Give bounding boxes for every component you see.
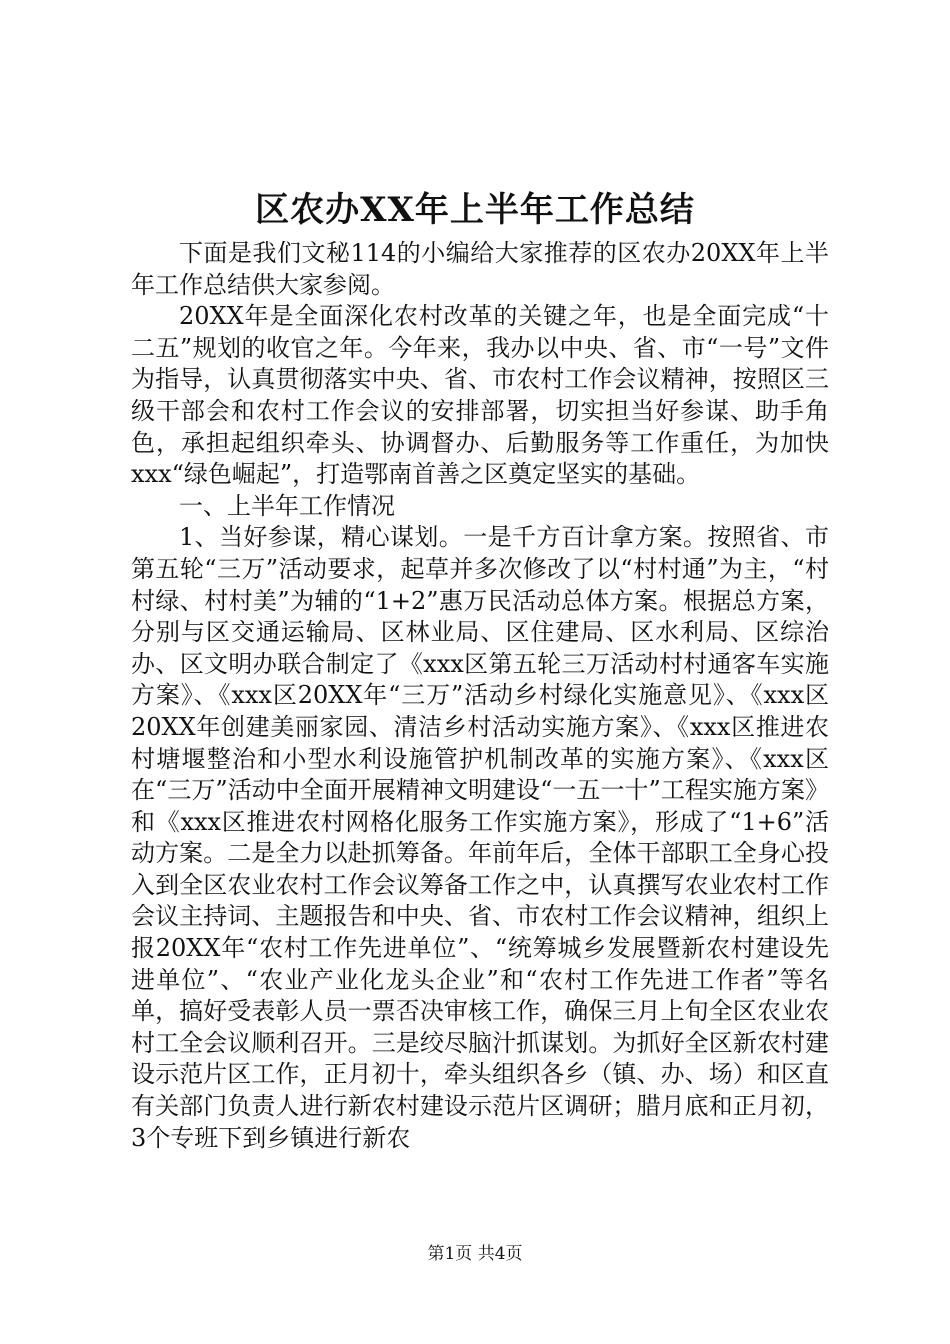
page-number-footer: 第1页 共4页 bbox=[427, 1244, 523, 1264]
paragraph-overview: 20XX年是全面深化农村改革的关键之年，也是全面完成“十二五”规划的收官之年。今年来，我办以中央、省、市“一号”文件为指导，认真贯彻落实中央、省、市农村工作会议精神，按照区三级干部会和农村工作会议的安排部署，切实担当好参谋、助手角色，承担起组织牵头、协调督办、后勤服务等工作重任，为加快xxx“绿色崛起”，打造鄂南首善之区奠定坚实的基础。 bbox=[131, 302, 829, 489]
paragraph-intro: 下面是我们文秘114的小编给大家推荐的区农办20XX年上半年工作总结供大家参阅。 bbox=[131, 239, 829, 299]
paragraph-item-1: 1、当好参谋，精心谋划。一是千方百计拿方案。按照省、市第五轮“三万”活动要求，起草并多次修改了以“村村通”为主，“村村绿、村村美”为辅的“1+2”惠万民活动总体方案。根据总方案，分别与区交通运输局、区林业局、区住建局、区水利局、区综治办、区文明办联合制定了《xxx区第五轮三万活动村村通客车实施方案》、《xxx区20XX年“三万”活动乡村绿化实施意见》、《xxx区20XX年创建美丽家园、清洁乡村活动实施方案》、《xxx区推进农村塘堰整治和小型水利设施管护机制改革的实施方案》、《xxx区在“三万”活动中全面开展精神文明建设“一五一十”工程实施方案》和《xxx区推进农村网格化服务工作实施方案》，形成了“1+6”活动方案。二是全力以赴抓筹备。年前年后，全体干部职工全身心投入到全区农业农村工作会议筹备工作之中，认真撰写农业农村工作会议主持词、主题报告和中央、省、市农村工作会议精神，组织上报20XX年“农村工作先进单位”、“统筹城乡发展暨新农村建设先进单位”、“农业产业化龙头企业”和“农村工作先进工作者”等名单，搞好受表彰人员一票否决审核工作，确保三月上旬全区农业农村工全会议顺利召开。三是绞尽脑汁抓谋划。为抓好全区新农村建设示范片区工作，正月初十，牵头组织各乡（镇、办、场）和区直有关部门负责人进行新农村建设示范片区调研；腊月底和正月初，3个专班下到乡镇进行新农 bbox=[131, 523, 829, 1152]
section-heading-first-half-work: 一、上半年工作情况 bbox=[179, 491, 395, 520]
document-body bbox=[131, 238, 829, 1154]
document-title: 区农办XX年上半年工作总结 bbox=[255, 190, 695, 230]
